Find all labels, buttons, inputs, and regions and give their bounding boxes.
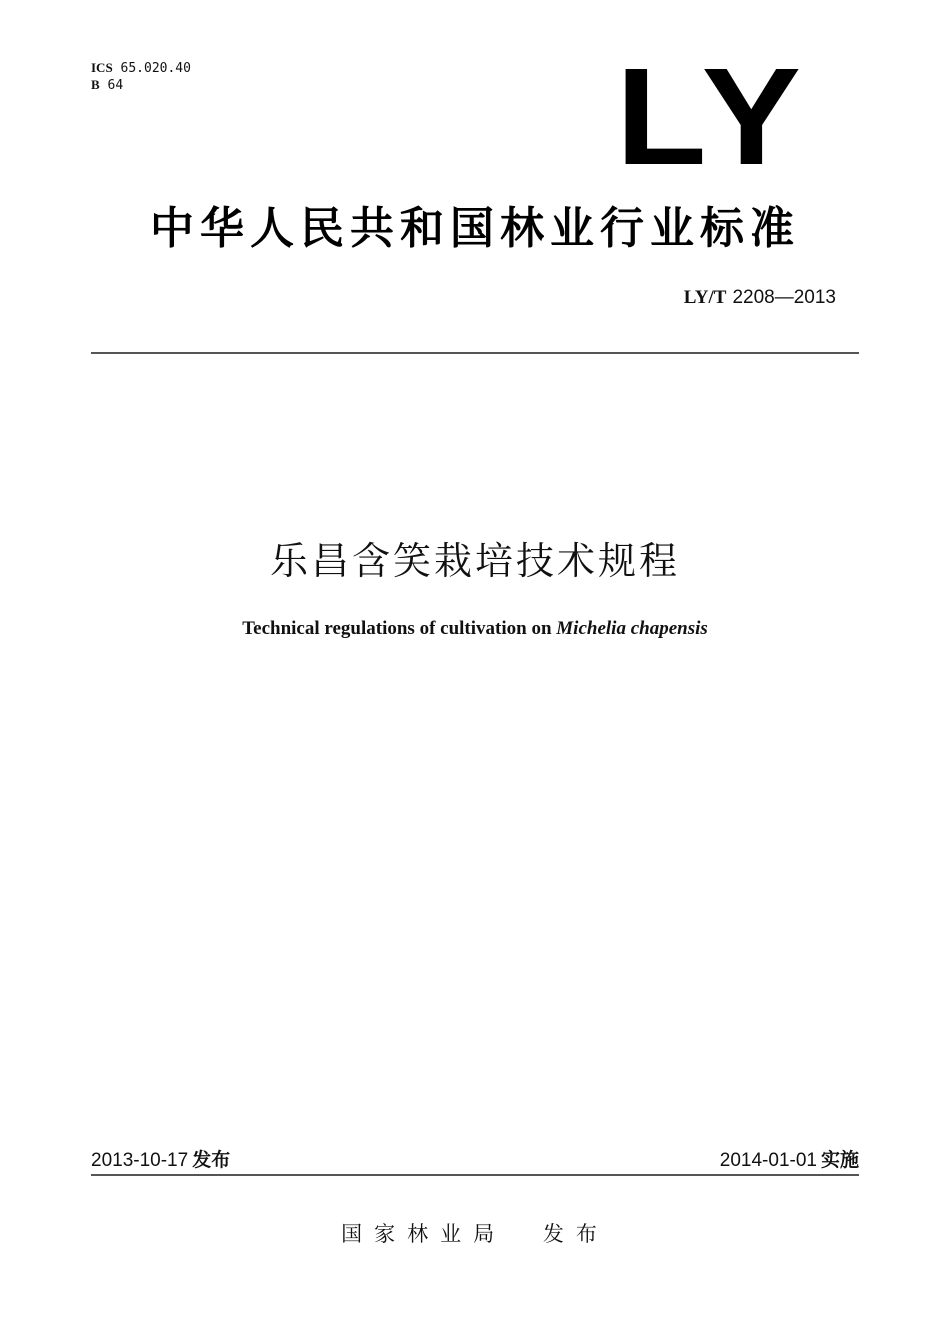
english-title-species: Michelia chapensis xyxy=(556,618,708,639)
issue-date: 2013-10-17 xyxy=(91,1150,189,1171)
effective-date-block xyxy=(720,1145,859,1172)
standard-number-code: 2208—2013 xyxy=(732,287,836,308)
ccs-value: 64 xyxy=(107,78,124,93)
ics-label: ICS xyxy=(91,60,113,75)
effective-date: 2014-01-01 xyxy=(719,1150,817,1171)
document-title-english xyxy=(0,618,950,640)
standard-number-prefix: LY/T xyxy=(683,287,727,308)
publisher-line xyxy=(0,1218,950,1248)
ccs-label: B xyxy=(91,77,100,92)
bottom-divider xyxy=(91,1174,859,1176)
publisher-action: 发布 xyxy=(542,1222,609,1246)
document-title-chinese: 乐昌含笑栽培技术规程 xyxy=(269,539,680,583)
issue-label: 发布 xyxy=(192,1149,231,1171)
date-row xyxy=(91,1145,859,1171)
ics-code-line xyxy=(91,60,191,77)
publisher-org: 国家林业局 xyxy=(341,1222,507,1246)
effective-label: 实施 xyxy=(820,1149,859,1171)
issue-date-block xyxy=(91,1145,230,1172)
ccs-code-line xyxy=(91,77,191,94)
classification-codes xyxy=(91,60,191,94)
standard-number xyxy=(684,286,836,309)
top-divider xyxy=(91,352,859,354)
ics-value: 65.020.40 xyxy=(120,61,191,76)
english-title-plain: Technical regulations of cultivation on xyxy=(242,618,552,639)
issuer-title: 中华人民共和国林业行业标准 xyxy=(150,203,800,254)
ly-logo: LY xyxy=(615,40,810,194)
